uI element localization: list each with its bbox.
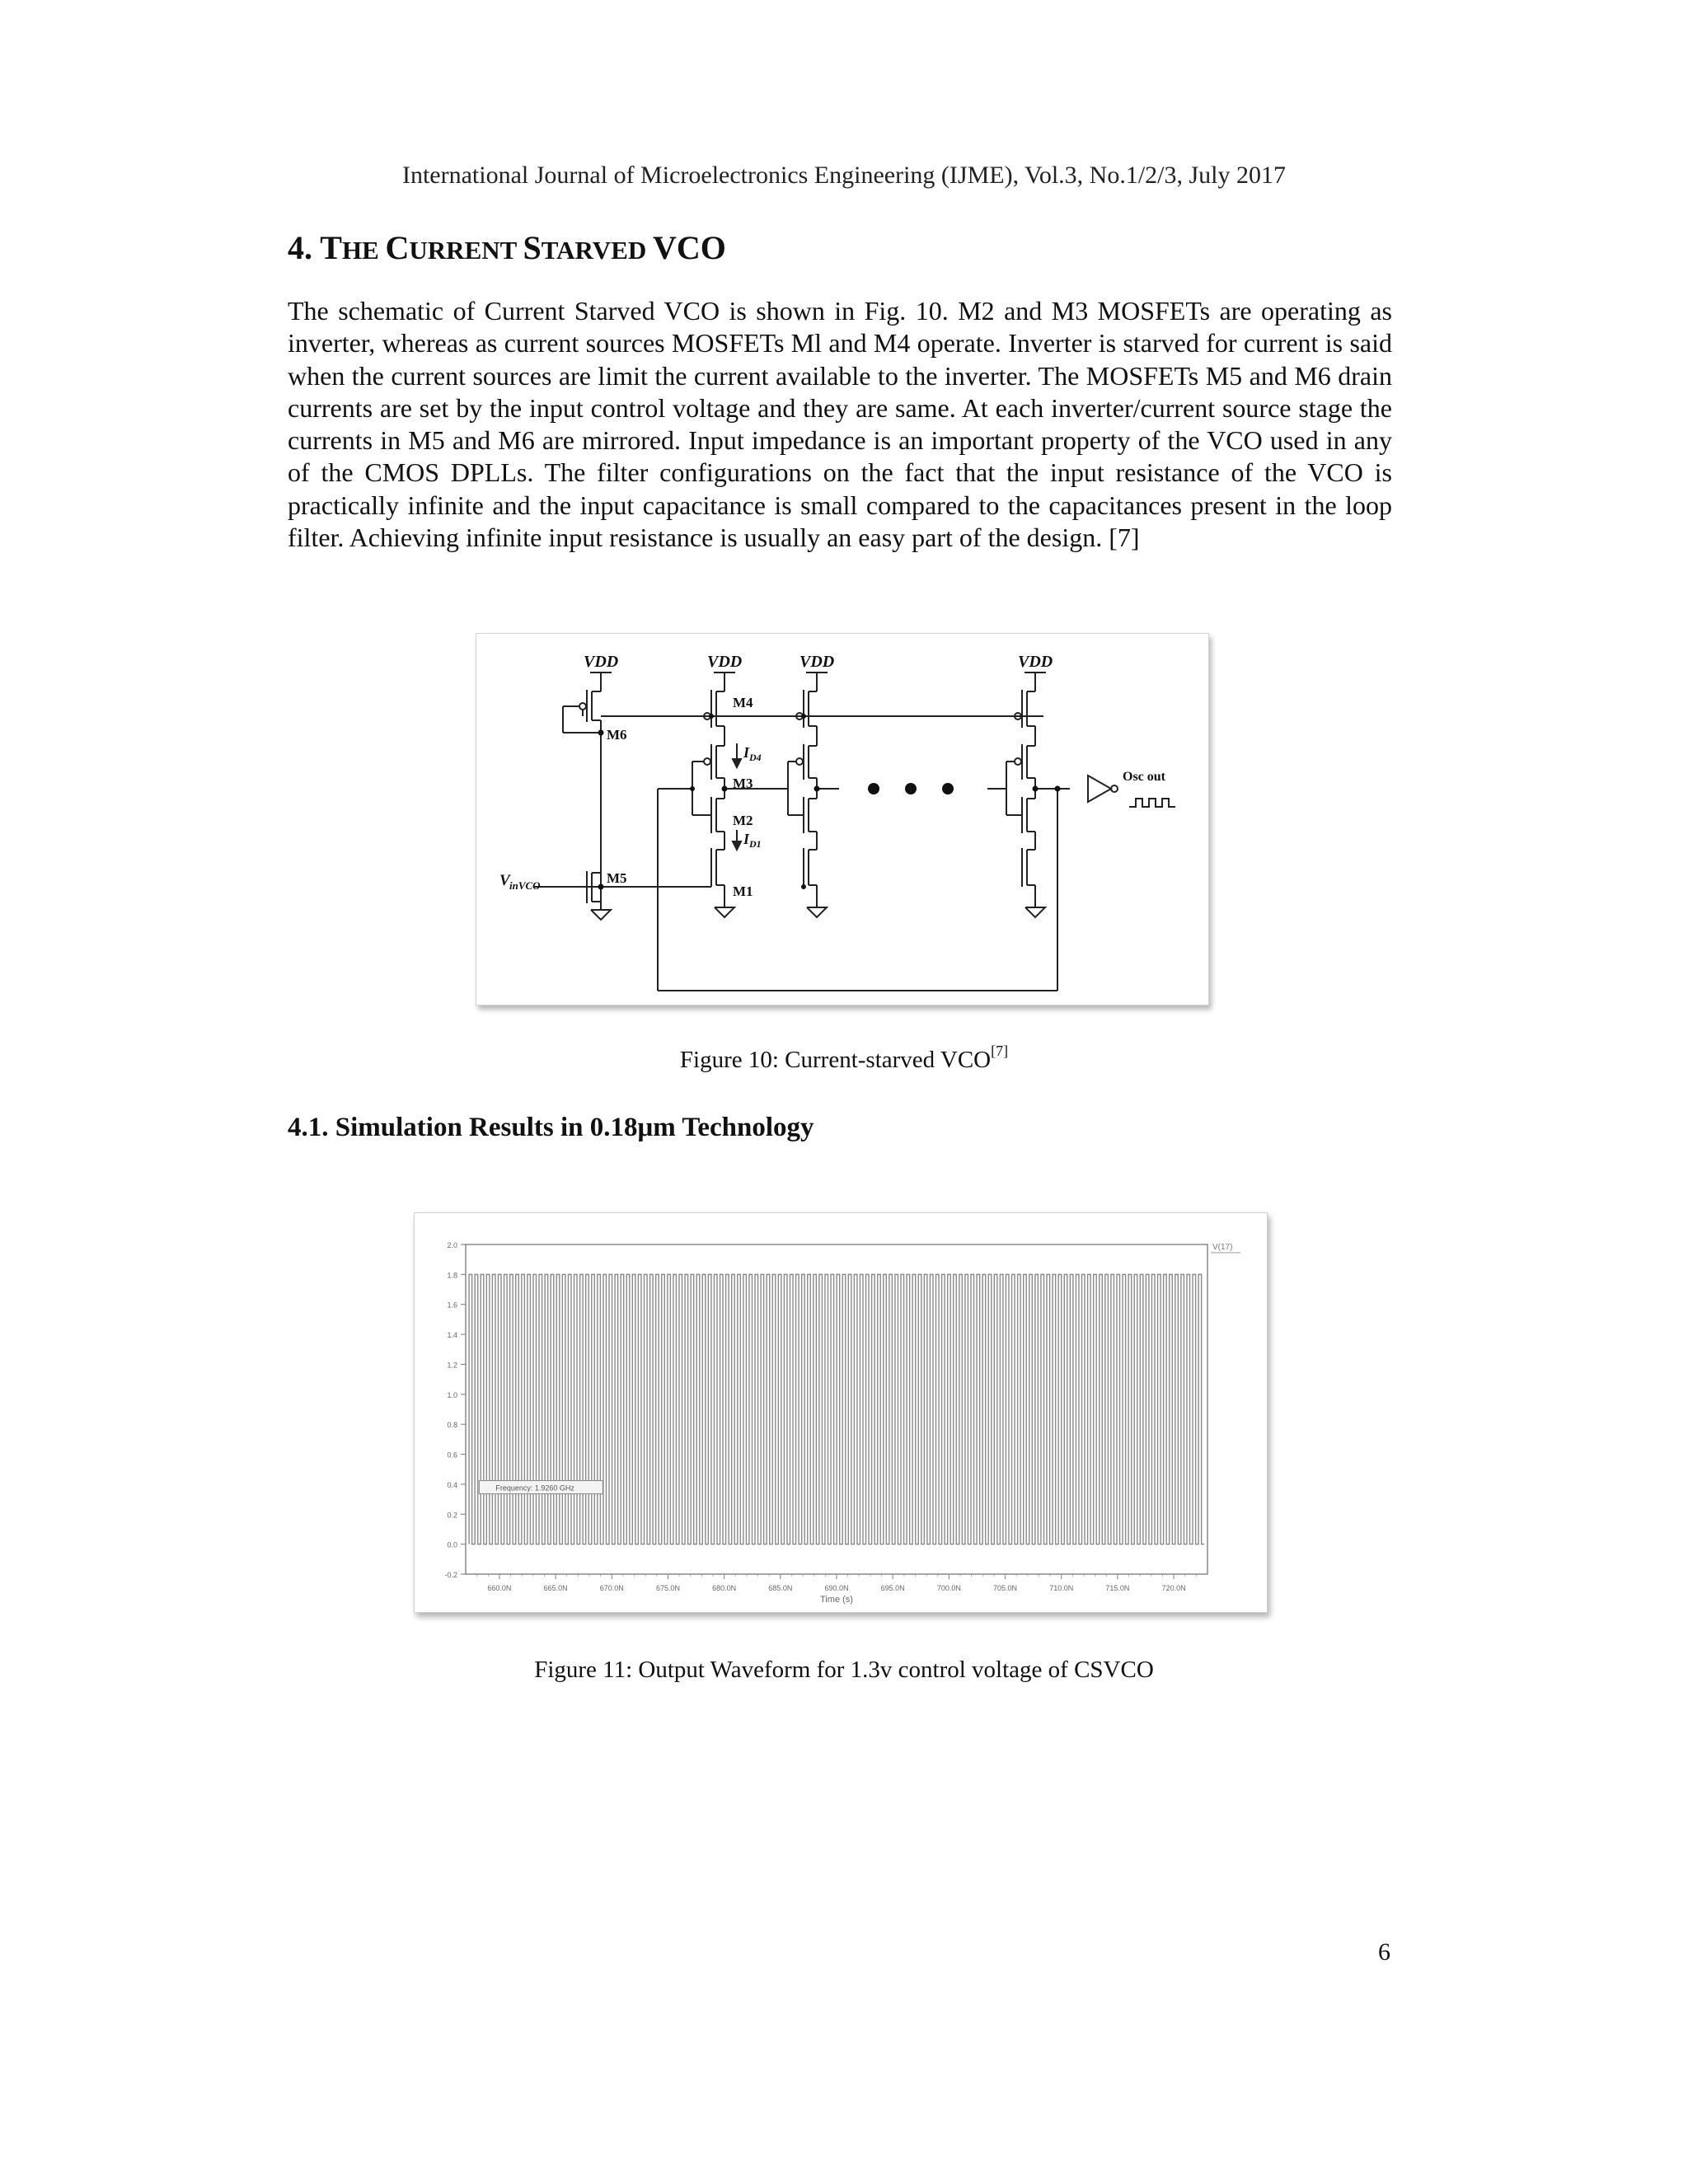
x-tick-label: 705.0N	[993, 1584, 1018, 1592]
section-title-word-4: VCO	[653, 229, 726, 266]
body-paragraph: The schematic of Current Starved VCO is shown in Fig. 10. M2 and M3 MOSFETs are operating as inverter, whereas as current sources MOSFETs Ml and M4 operate. Inverter is starved for current is said when the current sources are limit the current available to the inverter. The MOSFETs M5 and M6 drain currents are set by the input control voltage and they are same. At each inverter/current source stage the currents in M5 and M6 are mirrored. Input impedance is an important property of the VCO used in any of the CMOS DPLLs. The filter configurations on the fact that the input resistance of the VCO is practically infinite and the input capacitance is small compared to the capacitances present in the loop filter. Achieving infinite input resistance is usually an easy part of the design. [7]	[288, 296, 1392, 553]
running-header: International Journal of Microelectronics Engineering (IJME), Vol.3, No.1/2/3, July 2017	[401, 162, 1287, 189]
osc-out-label: Osc out	[1123, 770, 1165, 784]
figure-10-schematic	[476, 633, 1209, 1005]
m5-label: M5	[607, 870, 627, 886]
section-title	[288, 228, 726, 267]
y-tick-label: 0.2	[447, 1511, 457, 1520]
page-number: 6	[1378, 1938, 1390, 1966]
x-tick-label: 690.0N	[824, 1584, 849, 1592]
x-tick-label: 680.0N	[712, 1584, 737, 1592]
vin-label-main: V	[499, 872, 510, 889]
ellipsis-dot-3	[942, 783, 954, 794]
ellipsis-dot-2	[905, 783, 917, 794]
m4-label: M4	[733, 695, 753, 710]
m6-label: M6	[607, 727, 627, 743]
x-tick-label: 665.0N	[543, 1584, 568, 1592]
y-tick-label: 0.6	[447, 1451, 457, 1460]
y-tick-label: 1.6	[447, 1301, 457, 1310]
figure-11-waveform	[414, 1212, 1268, 1613]
vdd-label-1: VDD	[584, 653, 619, 671]
y-tick-label: 0.0	[447, 1540, 457, 1549]
vdd-label-2: VDD	[707, 653, 743, 671]
subsection-title: 4.1. Simulation Results in 0.18μm Technology	[288, 1113, 814, 1142]
section-title-word-2: CURRENT	[385, 229, 523, 266]
m2-label: M2	[733, 813, 753, 828]
section-number: 4.	[288, 229, 312, 266]
waveform-chart	[415, 1213, 1267, 1612]
x-tick-label: 695.0N	[880, 1584, 905, 1592]
id4-label-main: I	[743, 744, 750, 761]
x-tick-label: 675.0N	[655, 1584, 680, 1592]
y-tick-label: 2.0	[447, 1241, 457, 1249]
vin-label-sub: inVCO	[509, 879, 541, 892]
id4-label-sub: D4	[749, 752, 762, 763]
m1-label: M1	[733, 883, 753, 899]
x-tick-label: 700.0N	[936, 1584, 961, 1592]
x-tick-label: 685.0N	[768, 1584, 793, 1592]
id1-label-main: I	[743, 831, 750, 847]
section-title-word-1: THE	[320, 229, 386, 266]
legend-series-name: V(17)	[1212, 1243, 1233, 1252]
x-tick-label: 660.0N	[487, 1584, 512, 1592]
y-tick-label: 0.8	[447, 1421, 457, 1430]
y-tick-label: 1.4	[447, 1331, 457, 1340]
m3-label: M3	[733, 776, 753, 791]
id1-label-sub: D1	[749, 838, 762, 850]
y-tick-label: 1.0	[447, 1390, 457, 1399]
figure-10-caption	[0, 1043, 1688, 1074]
figure-10-caption-ref: [7]	[991, 1043, 1009, 1059]
x-tick-label: 710.0N	[1049, 1584, 1074, 1592]
x-tick-label: 670.0N	[599, 1584, 624, 1592]
vdd-label-3: VDD	[799, 653, 835, 671]
frequency-annotation-text: Frequency: 1.9260 GHz	[495, 1483, 574, 1493]
figure-10-caption-text: Figure 10: Current-starved VCO	[679, 1047, 992, 1073]
ellipsis-dot-1	[868, 783, 879, 794]
y-tick-label: 1.8	[447, 1271, 457, 1280]
y-tick-label: -0.2	[444, 1571, 457, 1579]
figure-11-caption: Figure 11: Output Waveform for 1.3v control voltage of CSVCO	[534, 1657, 1154, 1683]
x-axis-label: Time (s)	[820, 1595, 853, 1605]
y-tick-label: 0.4	[447, 1480, 457, 1489]
y-tick-label: 1.2	[447, 1361, 457, 1370]
schematic-drawing	[476, 634, 1208, 1005]
x-tick-label: 720.0N	[1161, 1584, 1186, 1592]
section-title-word-3: STARVED	[523, 229, 654, 266]
vdd-label-4: VDD	[1018, 653, 1053, 671]
x-tick-label: 715.0N	[1105, 1584, 1130, 1592]
